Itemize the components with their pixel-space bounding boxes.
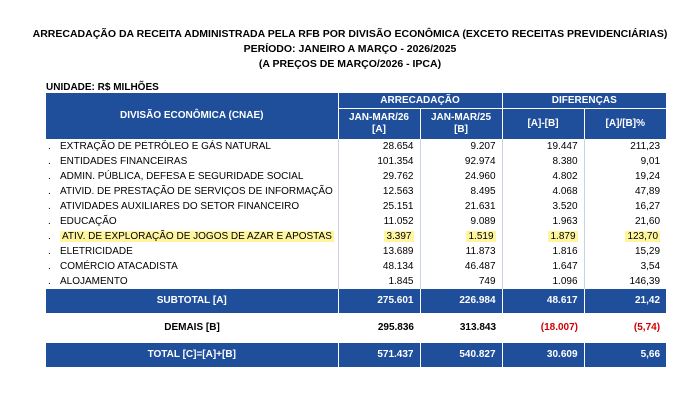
row-bullet: . (48, 215, 51, 227)
table-row (46, 244, 666, 259)
highlight-marker: 1.879 (550, 230, 576, 242)
highlight-marker: 123,70 (627, 230, 659, 242)
header-col-a-line2: [A] (372, 124, 386, 135)
table-row (46, 139, 666, 154)
table-row (46, 154, 666, 169)
row-value-a: 11.052 (338, 214, 420, 229)
row-bullet: . (48, 245, 51, 257)
title-line-3: (A PREÇOS DE MARÇO/2026 - IPCA) (258, 58, 442, 70)
row-value-pct: 16,27 (584, 199, 666, 214)
row-value-a: 1.845 (338, 274, 420, 289)
subtotal-label: SUBTOTAL [A] (46, 289, 338, 313)
subtotal-value-diff: 48.617 (502, 289, 584, 313)
title-line-2: PERÍODO: JANEIRO A MARÇO - 2026/2025 (243, 43, 457, 55)
row-value-b: 9.089 (420, 214, 502, 229)
total-row (46, 343, 666, 367)
subtotal-value-b: 226.984 (420, 289, 502, 313)
demais-row (46, 313, 666, 343)
unit-label: UNIDADE: R$ MILHÕES (46, 82, 159, 93)
table-row (46, 214, 666, 229)
total-value-pct: 5,66 (584, 343, 666, 367)
row-value-diff: 1.096 (502, 274, 584, 289)
row-bullet: . (48, 260, 51, 272)
row-value-b: 9.207 (420, 139, 502, 154)
header-division: DIVISÃO ECONÔMICA (CNAE) (46, 93, 338, 139)
table-row (46, 184, 666, 199)
total-label: TOTAL [C]=[A]+[B] (46, 343, 338, 367)
row-value-pct (584, 229, 666, 244)
table-header (46, 93, 666, 139)
table-row (46, 274, 666, 289)
row-value-a: 12.563 (338, 184, 420, 199)
row-bullet: . (48, 200, 51, 212)
row-value-diff (502, 229, 584, 244)
header-col-diff: [A]-[B] (502, 109, 584, 140)
highlight-marker: ATIV. DE EXPLORAÇÃO DE JOGOS DE AZAR E APOSTAS (62, 230, 332, 242)
row-bullet: . (48, 230, 51, 242)
report-title (0, 27, 700, 72)
total-value-b: 540.827 (420, 343, 502, 367)
row-value-a: 101.354 (338, 154, 420, 169)
row-value-diff: 3.520 (502, 199, 584, 214)
row-bullet: . (48, 170, 51, 182)
row-division-name: ENTIDADES FINANCEIRAS (60, 155, 188, 167)
row-value-b: 92.974 (420, 154, 502, 169)
row-value-pct: 146,39 (584, 274, 666, 289)
row-value-diff: 4.068 (502, 184, 584, 199)
row-value-a: 13.689 (338, 244, 420, 259)
row-bullet: . (48, 155, 51, 167)
table-body (46, 139, 666, 289)
row-bullet: . (48, 140, 51, 152)
row-division-name: ATIVID. DE PRESTAÇÃO DE SERVIÇOS DE INFORMAÇÃO (60, 185, 333, 197)
header-col-pct: [A]/[B]% (584, 109, 666, 140)
row-division-name: EDUCAÇÃO (60, 215, 117, 227)
row-value-diff: 1.816 (502, 244, 584, 259)
row-value-diff: 19.447 (502, 139, 584, 154)
demais-value-b: 313.843 (459, 322, 497, 333)
row-value-a: 25.151 (338, 199, 420, 214)
total-value-diff: 30.609 (502, 343, 584, 367)
row-value-b: 8.495 (420, 184, 502, 199)
highlight-marker: 3.397 (386, 230, 412, 242)
table-row (46, 259, 666, 274)
row-value-b: 11.873 (420, 244, 502, 259)
subtotal-value-a: 275.601 (338, 289, 420, 313)
row-value-diff: 4.802 (502, 169, 584, 184)
row-value-b: 749 (420, 274, 502, 289)
subtotal-value-pct: 21,42 (584, 289, 666, 313)
row-value-a (338, 229, 420, 244)
row-value-b: 21.631 (420, 199, 502, 214)
row-value-pct: 211,23 (584, 139, 666, 154)
row-value-b: 24.960 (420, 169, 502, 184)
header-col-b (420, 109, 502, 140)
demais-value-pct: (5,74) (633, 322, 661, 333)
row-value-diff: 1.963 (502, 214, 584, 229)
row-value-a: 29.762 (338, 169, 420, 184)
demais-value-a: 295.836 (377, 322, 414, 333)
header-arrecadacao: ARRECADAÇÃO (338, 93, 502, 109)
header-col-a-line1: JAN-MAR/26 (348, 112, 409, 123)
row-value-diff: 8.380 (502, 154, 584, 169)
table-summary (46, 289, 666, 367)
row-division-name: ELETRICIDADE (60, 245, 133, 257)
row-division-name: EXTRAÇÃO DE PETRÓLEO E GÁS NATURAL (60, 140, 271, 152)
demais-label: DEMAIS [B] (164, 322, 220, 333)
title-line-1: ARRECADAÇÃO DA RECEITA ADMINISTRADA PELA RFB POR DIVISÃO ECONÔMICA (EXCETO RECEITAS PREVIDENCIÁRIAS) (32, 28, 668, 40)
table-row-highlighted (46, 229, 666, 244)
subtotal-row (46, 289, 666, 313)
row-value-pct: 3,54 (584, 259, 666, 274)
table-row (46, 199, 666, 214)
row-value-a: 28.654 (338, 139, 420, 154)
row-bullet: . (48, 185, 51, 197)
revenue-table (46, 93, 666, 367)
row-division-name: COMÉRCIO ATACADISTA (60, 260, 178, 272)
row-value-pct: 21,60 (584, 214, 666, 229)
header-diferencas: DIFERENÇAS (502, 93, 666, 109)
row-division-name: ATIVIDADES AUXILIARES DO SETOR FINANCEIRO (60, 200, 300, 212)
row-value-b: 46.487 (420, 259, 502, 274)
row-division-name: ADMIN. PÚBLICA, DEFESA E SEGURIDADE SOCIAL (60, 170, 304, 182)
row-division-name (58, 229, 338, 244)
row-bullet: . (48, 275, 51, 287)
header-col-a (338, 109, 420, 140)
header-col-b-line1: JAN-MAR/25 (431, 112, 492, 123)
row-value-pct: 47,89 (584, 184, 666, 199)
row-division-name: ALOJAMENTO (60, 275, 128, 287)
table-row (46, 169, 666, 184)
row-value-b (420, 229, 502, 244)
highlight-marker: 1.519 (468, 230, 494, 242)
row-value-a: 48.134 (338, 259, 420, 274)
row-value-pct: 9,01 (584, 154, 666, 169)
row-value-pct: 19,24 (584, 169, 666, 184)
demais-value-diff: (18.007) (540, 322, 579, 333)
header-col-b-line2: [B] (454, 124, 468, 135)
row-value-pct: 15,29 (584, 244, 666, 259)
row-value-diff: 1.647 (502, 259, 584, 274)
total-value-a: 571.437 (338, 343, 420, 367)
